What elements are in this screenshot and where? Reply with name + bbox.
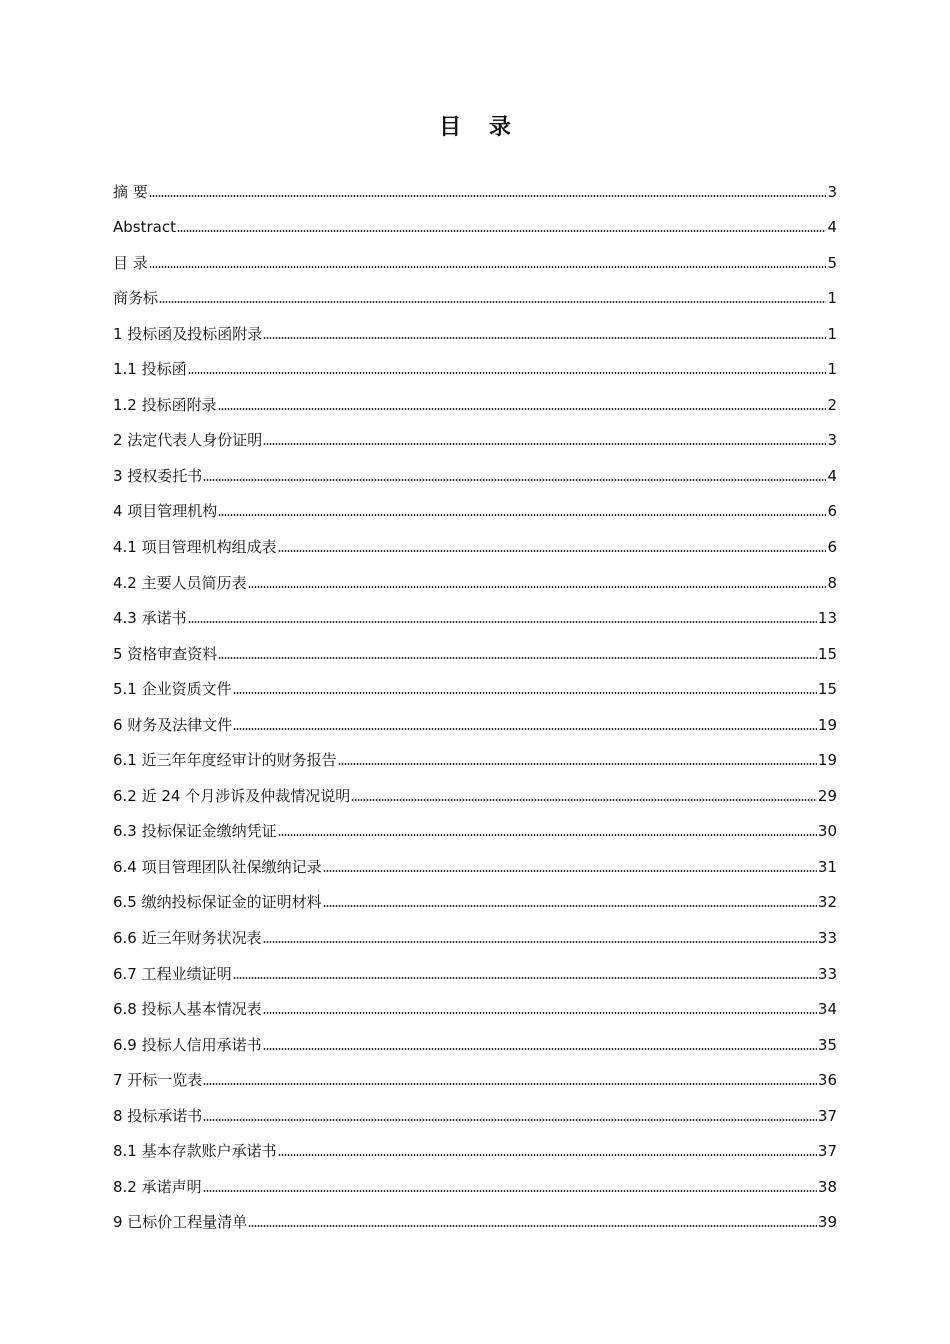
toc-leader-dots	[203, 1118, 817, 1122]
toc-entry-page: 1	[827, 324, 837, 343]
toc-leader-dots	[149, 265, 827, 269]
toc-entry-title: 6.6 近三年财务状况表	[113, 929, 262, 948]
toc-entry[interactable]	[113, 561, 837, 597]
toc-leader-dots	[278, 549, 827, 553]
toc-entry-title: 6.1 近三年年度经审计的财务报告	[113, 751, 337, 770]
toc-entry-page: 29	[817, 786, 837, 805]
toc-entry-page: 4	[827, 218, 837, 237]
toc-entry[interactable]	[113, 774, 837, 810]
toc-entry-title: 商务标	[113, 289, 159, 308]
toc-entry[interactable]	[113, 170, 837, 206]
toc-entry-page: 36	[817, 1071, 837, 1090]
toc-entry[interactable]	[113, 916, 837, 952]
toc-leader-dots	[323, 869, 817, 873]
toc-entry-title: 4 项目管理机构	[113, 502, 218, 521]
toc-entry-page: 2	[827, 395, 837, 414]
toc-entry[interactable]	[113, 988, 837, 1024]
toc-entry-page: 3	[827, 431, 837, 450]
toc-entry-title: 1 投标函及投标函附录	[113, 324, 263, 343]
toc-entry-title: 6.5 缴纳投标保证金的证明材料	[113, 893, 322, 912]
toc-leader-dots	[233, 691, 817, 695]
toc-entry[interactable]	[113, 810, 837, 846]
toc-entry-title: 4.3 承诺书	[113, 609, 187, 628]
toc-entry-title: 5.1 企业资质文件	[113, 680, 232, 699]
toc-entry[interactable]	[113, 952, 837, 988]
toc-entry-title: 7 开标一览表	[113, 1071, 203, 1090]
toc-entry[interactable]	[113, 277, 837, 313]
toc-entry[interactable]	[113, 1165, 837, 1201]
toc-entry[interactable]	[113, 703, 837, 739]
toc-entry-page: 37	[817, 1142, 837, 1161]
toc-entry-page: 1	[827, 289, 837, 308]
toc-leader-dots	[263, 940, 817, 944]
toc-entry-title: 6 财务及法律文件	[113, 715, 233, 734]
toc-leader-dots	[177, 229, 826, 233]
toc-title: 目 录	[439, 115, 521, 140]
toc-entry-page: 6	[827, 538, 837, 557]
toc-entry[interactable]	[113, 1130, 837, 1166]
toc-entry-page: 35	[817, 1035, 837, 1054]
toc-entry-title: Abstract	[113, 218, 176, 237]
toc-entry[interactable]	[113, 739, 837, 775]
toc-entry-title: 4.2 主要人员简历表	[113, 573, 247, 592]
toc-leader-dots	[218, 513, 826, 517]
toc-leader-dots	[263, 336, 826, 340]
toc-entry[interactable]	[113, 490, 837, 526]
toc-entry-title: 8.2 承诺声明	[113, 1177, 202, 1196]
toc-entry-title: 9 已标价工程量清单	[113, 1213, 248, 1232]
toc-leader-dots	[218, 407, 827, 411]
toc-entry-title: 6.9 投标人信用承诺书	[113, 1035, 262, 1054]
toc-entry-page: 33	[817, 929, 837, 948]
toc-entry[interactable]	[113, 312, 837, 348]
toc-entry[interactable]	[113, 1059, 837, 1095]
toc-entry[interactable]	[113, 454, 837, 490]
toc-entry[interactable]	[113, 206, 837, 242]
toc-entry[interactable]	[113, 1094, 837, 1130]
toc-entry[interactable]	[113, 597, 837, 633]
toc-leader-dots	[278, 1153, 817, 1157]
toc-entry-page: 13	[817, 609, 837, 628]
toc-leader-dots	[278, 833, 817, 837]
toc-leader-dots	[203, 1082, 817, 1086]
toc-entry-title: 4.1 项目管理机构组成表	[113, 538, 277, 557]
toc-leader-dots	[263, 442, 826, 446]
toc-leader-dots	[233, 976, 817, 980]
toc-entry-page: 32	[817, 893, 837, 912]
toc-leader-dots	[351, 798, 817, 802]
toc-entry-page: 3	[827, 182, 837, 201]
toc-leader-dots	[323, 904, 817, 908]
toc-leader-dots	[263, 1047, 817, 1051]
toc-entry[interactable]	[113, 845, 837, 881]
toc-entry-page: 19	[817, 751, 837, 770]
toc-entry-title: 2 法定代表人身份证明	[113, 431, 263, 450]
toc-entry[interactable]	[113, 881, 837, 917]
toc-entry-page: 31	[817, 857, 837, 876]
toc-entry-page: 6	[827, 502, 837, 521]
toc-entry-page: 15	[817, 680, 837, 699]
toc-leader-dots	[188, 371, 827, 375]
toc-entry-page: 39	[817, 1213, 837, 1232]
toc-entry-title: 8.1 基本存款账户承诺书	[113, 1142, 277, 1161]
toc-entry-page: 34	[817, 1000, 837, 1019]
toc-leader-dots	[149, 194, 827, 198]
toc-entry-title: 6.2 近 24 个月涉诉及仲裁情况说明	[113, 786, 351, 805]
toc-leader-dots	[233, 727, 817, 731]
toc-entry[interactable]	[113, 348, 837, 384]
table-of-contents	[113, 170, 837, 1236]
toc-entry-title: 6.8 投标人基本情况表	[113, 1000, 262, 1019]
toc-leader-dots	[188, 620, 817, 624]
toc-entry[interactable]	[113, 525, 837, 561]
toc-entry-title: 目 录	[113, 253, 148, 272]
toc-entry-title: 3 授权委托书	[113, 466, 203, 485]
toc-leader-dots	[203, 478, 826, 482]
toc-leader-dots	[248, 1224, 817, 1228]
toc-entry[interactable]	[113, 632, 837, 668]
toc-entry-page: 19	[817, 715, 837, 734]
toc-entry-title: 8 投标承诺书	[113, 1106, 203, 1125]
toc-entry-page: 1	[827, 360, 837, 379]
toc-entry[interactable]	[113, 241, 837, 277]
toc-entry[interactable]	[113, 668, 837, 704]
toc-entry-title: 5 资格审查资料	[113, 644, 218, 663]
toc-entry-title: 1.2 投标函附录	[113, 395, 217, 414]
toc-leader-dots	[159, 300, 826, 304]
toc-entry-title: 6.4 项目管理团队社保缴纳记录	[113, 857, 322, 876]
toc-entry-page: 30	[817, 822, 837, 841]
toc-entry-title: 1.1 投标函	[113, 360, 187, 379]
toc-entry-page: 5	[827, 253, 837, 272]
toc-leader-dots	[338, 762, 817, 766]
toc-entry-title: 摘 要	[113, 182, 148, 201]
toc-entry-page: 4	[827, 466, 837, 485]
toc-entry-page: 37	[817, 1106, 837, 1125]
toc-leader-dots	[203, 1189, 817, 1193]
toc-entry[interactable]	[113, 419, 837, 455]
toc-entry-page: 33	[817, 964, 837, 983]
toc-entry[interactable]	[113, 383, 837, 419]
toc-leader-dots	[263, 1011, 817, 1015]
toc-entry-page: 15	[817, 644, 837, 663]
toc-entry-page: 38	[817, 1177, 837, 1196]
toc-leader-dots	[248, 585, 827, 589]
toc-entry-title: 6.7 工程业绩证明	[113, 964, 232, 983]
toc-entry-title: 6.3 投标保证金缴纳凭证	[113, 822, 277, 841]
toc-leader-dots	[218, 656, 817, 660]
toc-entry[interactable]	[113, 1201, 837, 1237]
toc-entry-page: 8	[827, 573, 837, 592]
toc-entry[interactable]	[113, 1023, 837, 1059]
